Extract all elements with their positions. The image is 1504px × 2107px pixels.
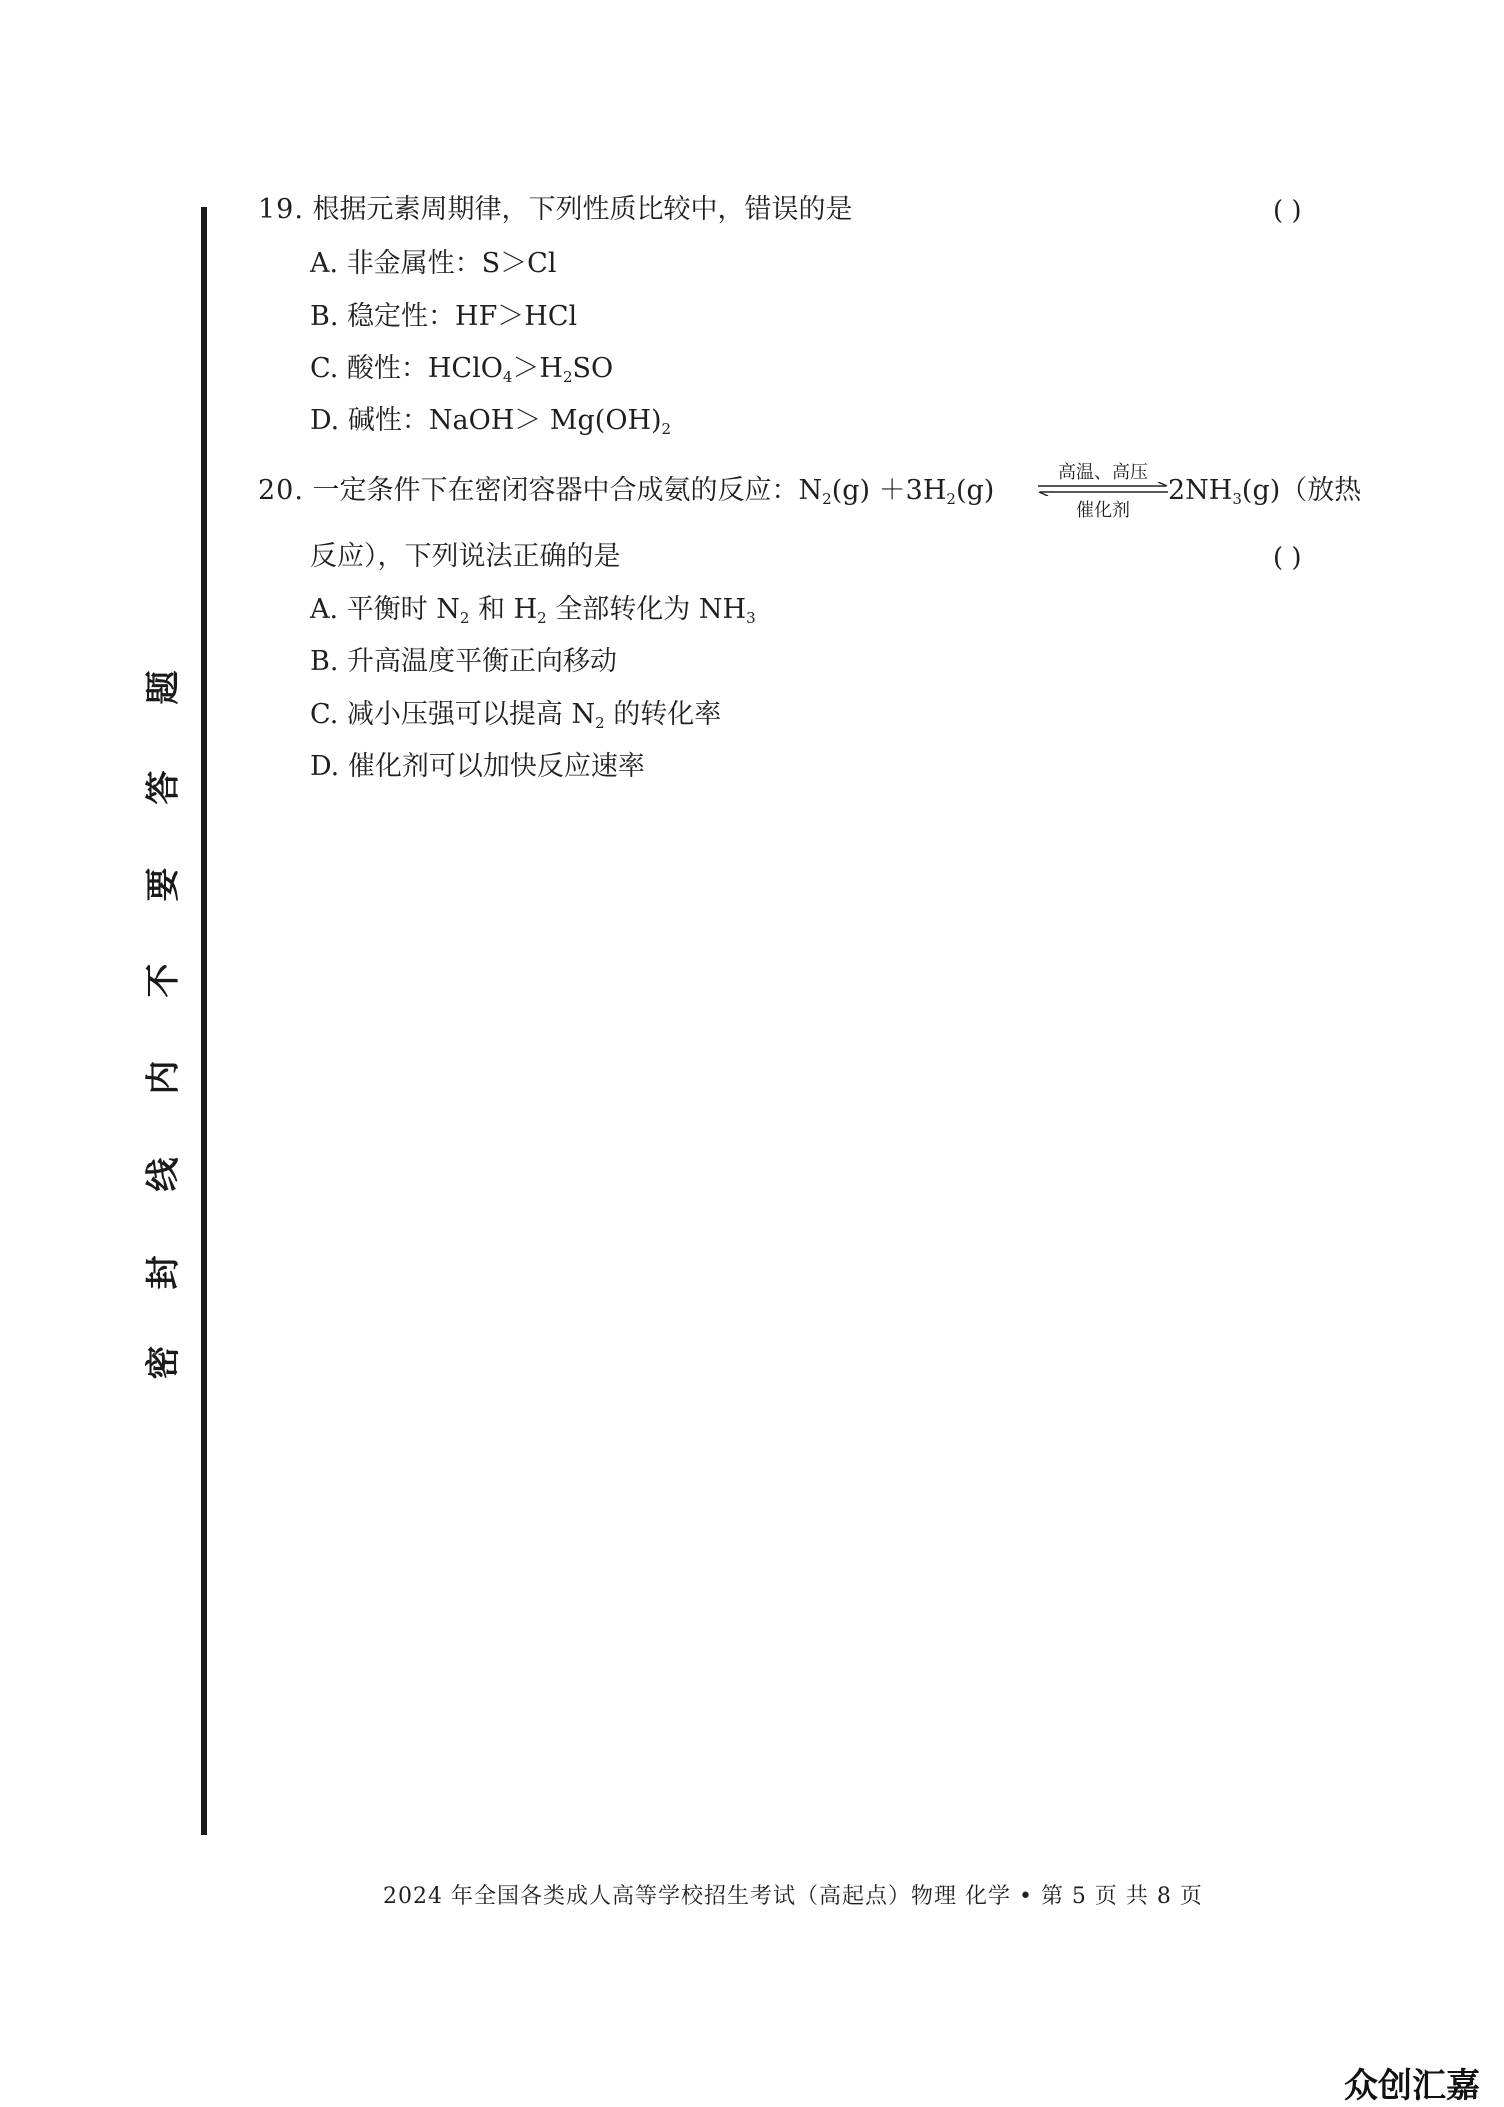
seal-char-2: 封	[143, 1255, 184, 1290]
question-20-stem-product: $2NH_3(g)$（放热	[1168, 475, 1362, 508]
question-19-option-a: A. 非金属性：S＞Cl	[310, 248, 557, 279]
question-20-stem: 20. 一定条件下在密闭容器中合成氨的反应：$N_2(g) +3H_2(g)$	[258, 475, 995, 508]
page-footer: 2024 年全国各类成人高等学校招生考试（高起点）物理 化学 • 第 5 页 共 8 页	[383, 1884, 1203, 1909]
question-20-option-d: D. 催化剂可以加快反应速率	[310, 751, 645, 782]
seal-char-3: 线	[143, 1157, 184, 1192]
question-20-option-c: C. 减小压强可以提高 $N_2$ 的转化率	[310, 699, 722, 732]
question-19-option-b: B. 稳定性：HF＞HCl	[310, 301, 578, 332]
seal-char-1: 密	[143, 1345, 184, 1380]
question-19-text: 根据元素周期律，下列性质比较中，错误的是	[312, 194, 853, 225]
question-19-answer-blank: ( )	[1273, 196, 1302, 226]
question-20-answer-blank: ( )	[1273, 543, 1302, 573]
question-19-number: 19.	[258, 194, 304, 225]
seal-char-6: 要	[143, 867, 184, 902]
question-19-stem	[258, 196, 853, 223]
seal-char-7: 答	[143, 770, 184, 805]
seal-line	[201, 207, 207, 1835]
question-20-option-b: B. 升高温度平衡正向移动	[310, 646, 618, 677]
question-19-option-c: C. 酸性：$HClO_4>H_2SO$	[310, 353, 614, 386]
reaction-arrow	[1036, 458, 1170, 521]
question-19-option-d: D. 碱性：NaOH＞ $Mg(OH)_2$	[310, 405, 672, 438]
watermark-logo: 众创汇嘉	[1344, 2066, 1480, 2106]
question-20-number: 20.	[258, 475, 304, 506]
reaction-condition-top: 高温、高压	[1058, 462, 1148, 483]
seal-char-8: 题	[143, 670, 184, 705]
equilibrium-arrow-icon	[1036, 482, 1170, 496]
seal-char-5: 不	[143, 963, 184, 998]
question-20-stem-line2: 反应），下列说法正确的是	[310, 541, 621, 572]
seal-char-4: 内	[143, 1060, 184, 1095]
question-20-option-a: A. 平衡时 $N_2$ 和 $H_2$ 全部转化为 $NH_3$	[310, 594, 756, 627]
reaction-condition-bottom: 催化剂	[1076, 500, 1130, 521]
